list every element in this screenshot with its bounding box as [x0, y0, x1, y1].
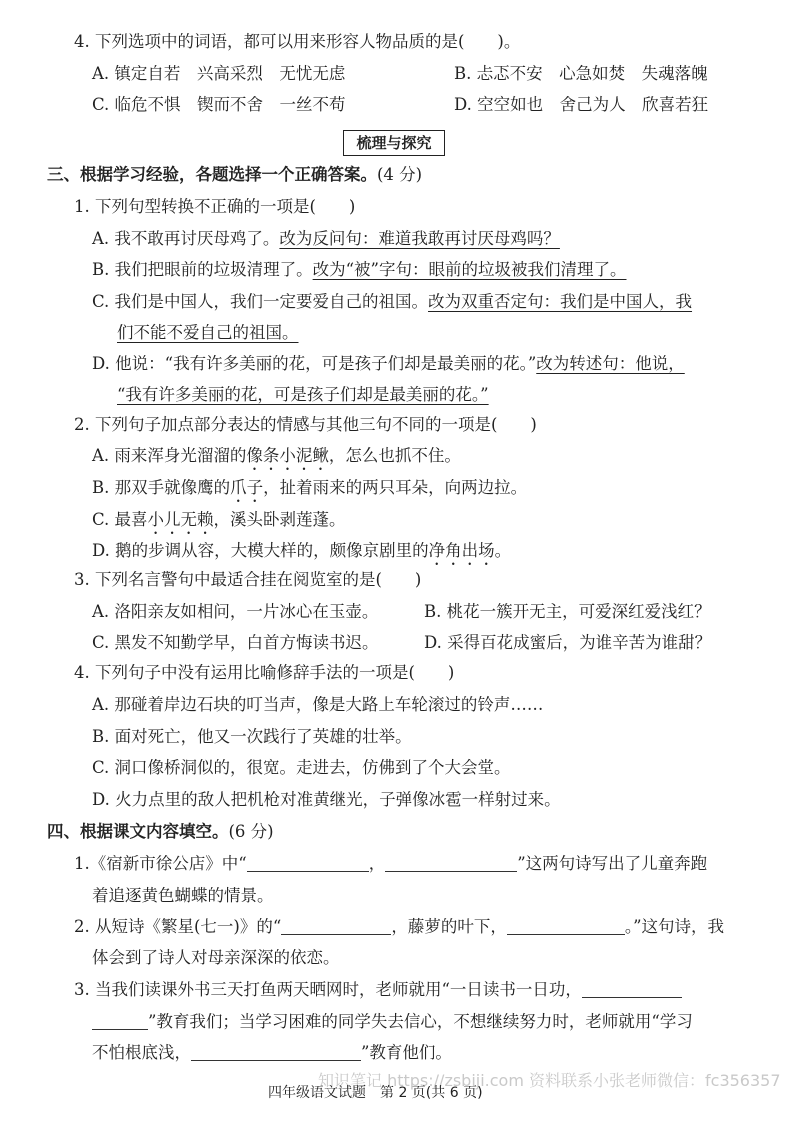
s3-q2-option-b: B. 那双手就像鹰的爪子，扯着雨来的两只耳朵，向两边拉。 — [92, 478, 528, 497]
blank-7[interactable] — [191, 1042, 361, 1061]
s3-q1-option-c-cont: 们不能不爱自己的祖国。 — [117, 323, 299, 342]
s3-q4-option-b: B. 面对死亡，他又一次践行了英雄的壮举。 — [92, 727, 412, 746]
blank-3[interactable] — [281, 916, 391, 935]
page-footer: 四年级语文试题 第 2 页(共 6 页) — [268, 1085, 483, 1101]
s4-question-3-cont2: 不怕根底浅， ”教育他们。 — [92, 1043, 452, 1062]
s3-q3-option-d: D. 采得百花成蜜后，为谁辛苦为谁甜？ — [424, 633, 712, 652]
s3-q3-option-a: A. 洛阳亲友如相问，一片冰心在玉壶。 — [92, 602, 379, 621]
s3-q1-option-d: D. 他说：“我有许多美丽的花，可是孩子们却是最美丽的花。”改为转述句：他说， — [92, 354, 685, 373]
s4-question-3-cont: ”教育我们；当学习困难的同学失去信心，不想继续努力时，老师就用“学习 — [92, 1010, 693, 1034]
option-a: A. 镇定自若 兴高采烈 无忧无虑 — [92, 64, 346, 83]
s4-question-2: 2. 从短诗《繁星(七一)》的“ ，藤萝的叶下， 。”这句诗，我 — [74, 917, 724, 936]
option-d: D. 空空如也 舍己为人 欣喜若狂 — [454, 95, 709, 114]
s4-question-2-cont: 体会到了诗人对母亲深深的依恋。 — [92, 948, 340, 967]
s3-q3-option-c: C. 黑发不知勤学早，白首方悔读书迟。 — [92, 633, 379, 652]
s3-q1-option-c: C. 我们是中国人，我们一定要爱自己的祖国。改为双重否定句：我们是中国人，我 — [92, 292, 693, 311]
s4-question-1: 1.《宿新市徐公店》中“ ， ”这两句诗写出了儿童奔跑 — [74, 854, 708, 873]
s3-q1-option-d-cont: “我有许多美丽的花，可是孩子们却是最美丽的花。” — [117, 385, 489, 404]
option-b: B. 忐忑不安 心急如焚 失魂落魄 — [454, 64, 708, 83]
blank-6[interactable] — [92, 1011, 148, 1030]
s3-q2-option-d: D. 鹅的步调从容，大模大样的，颇像京剧里的净角出场。 — [92, 541, 512, 560]
blank-1[interactable] — [247, 853, 369, 872]
s3-q4-option-a: A. 那碰着岸边石块的叮当声，像是大路上车轮滚过的铃声…… — [92, 695, 544, 714]
blank-2[interactable] — [385, 853, 517, 872]
s3-question-4: 4. 下列句子中没有运用比喻修辞手法的一项是( ) — [74, 663, 455, 682]
s3-question-3: 3. 下列名言警句中最适合挂在阅览室的是( ) — [74, 570, 422, 589]
s3-q4-option-d: D. 火力点里的敌人把机枪对准黄继光，子弹像冰雹一样射过来。 — [92, 790, 561, 809]
blank-5[interactable] — [582, 979, 682, 998]
option-c: C. 临危不惧 锲而不舍 一丝不苟 — [92, 95, 346, 114]
s4-question-1-cont: 着追逐黄色蝴蝶的情景。 — [92, 886, 274, 905]
s3-q3-option-b: B. 桃花一簇开无主，可爱深红爱浅红？ — [424, 602, 711, 621]
s3-question-1: 1. 下列句型转换不正确的一项是( ) — [74, 197, 356, 216]
section-box-title: 梳理与探究 — [343, 130, 445, 156]
s3-q1-option-a: A. 我不敢再讨厌母鸡了。改为反问句：难道我敢再讨厌母鸡吗？ — [92, 229, 560, 248]
s3-q4-option-c: C. 洞口像桥洞似的，很宽。走进去，仿佛到了个大会堂。 — [92, 758, 511, 777]
question-4-stem: 4. 下列选项中的词语，都可以用来形容人物品质的是( )。 — [74, 32, 521, 51]
watermark: 知识笔记 https://zsbiji.com 资料联系小张老师微信：fc356357 — [318, 1071, 781, 1090]
s3-question-2: 2. 下列句子加点部分表达的情感与其他三句不同的一项是( ) — [74, 415, 537, 434]
s3-q2-option-a: A. 雨来浑身光溜溜的像条小泥鳅，怎么也抓不住。 — [92, 446, 461, 465]
s3-q1-option-b: B. 我们把眼前的垃圾清理了。改为“被”字句：眼前的垃圾被我们清理了。 — [92, 260, 627, 279]
s3-q2-option-c: C. 最喜小儿无赖，溪头卧剥莲蓬。 — [92, 510, 346, 529]
s4-question-3: 3. 当我们读课外书三天打鱼两天晒网时，老师就用“一日读书一日功， — [74, 978, 682, 1002]
section-3-title: 三、根据学习经验，各题选择一个正确答案。(4 分) — [47, 165, 423, 184]
blank-4[interactable] — [507, 916, 625, 935]
section-4-title: 四、根据课文内容填空。(6 分) — [47, 822, 274, 841]
